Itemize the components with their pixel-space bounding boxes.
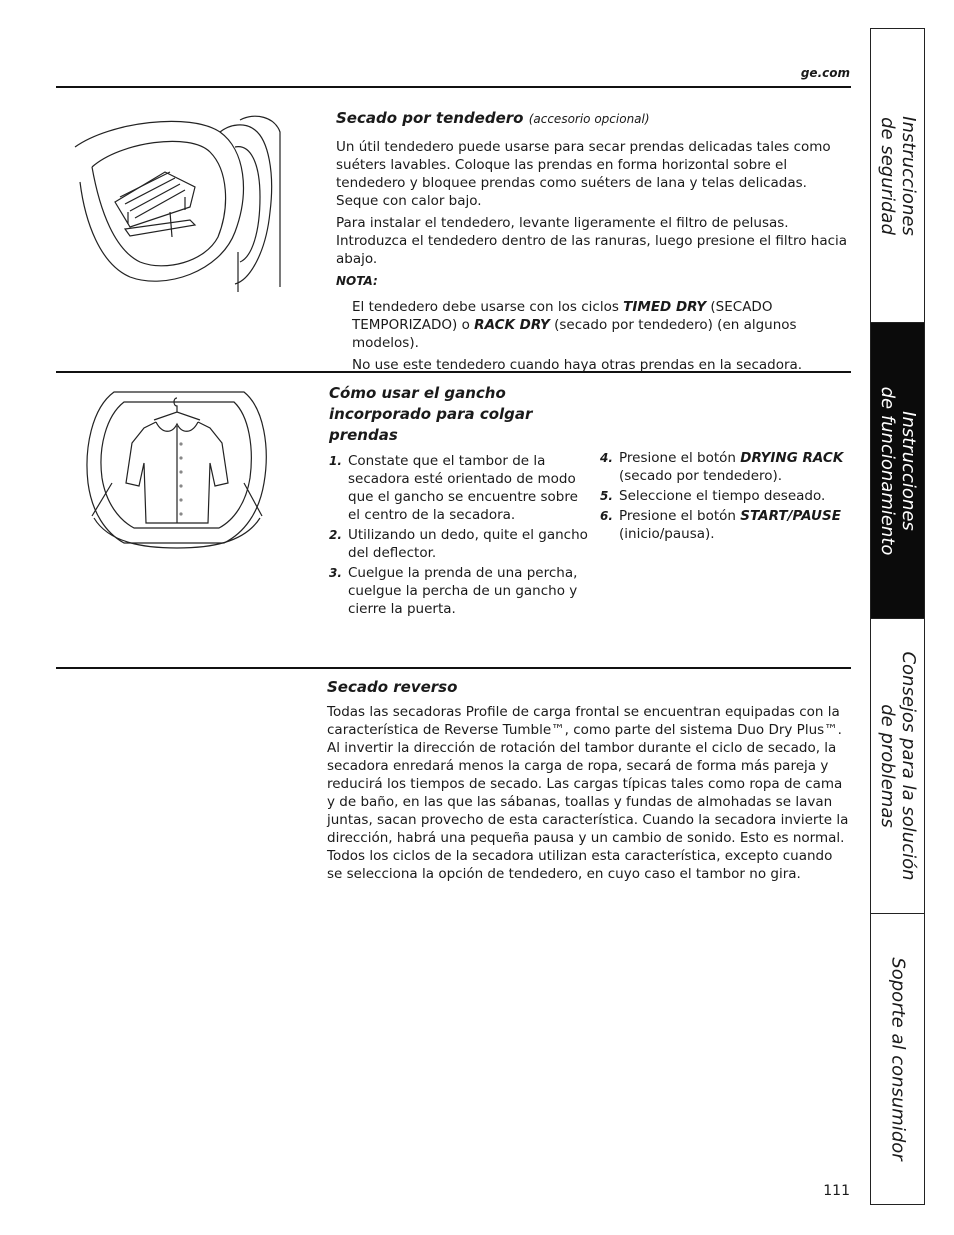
tab-operating-instructions[interactable]: Instrucciones de funcionamiento — [871, 323, 924, 619]
tab-consumer-support[interactable]: Soporte al consumidor — [887, 957, 908, 1161]
list-item: 1. Constate que el tambor de la secadora esté orientado de modo que el gancho se encuentre sobre el centro de la secadora. — [329, 453, 578, 523]
section-hanger-title — [329, 383, 569, 446]
paragraph: Un útil tendedero puede usarse para secar prendas delicadas tales como suéters lavables. Coloque las prendas en forma horizontal sobre el tendedero y bloquee prendas como suéters de lana y telas delicadas. Seque con calor bajo. — [336, 139, 831, 209]
steps-list — [600, 449, 850, 545]
shirt-hanger-illustration — [84, 388, 270, 550]
list-item: 2. Utilizando un dedo, quite el gancho del deflector. — [329, 527, 588, 561]
paragraph: Todas las secadoras Profile de carga frontal se encuentran equipadas con la característica de Reverse Tumble™, como parte del sistema Duo Dry Plus™. Al invertir la dirección de rotación del tambor durante el ciclo de secado, la secadora enredará menos la carga de ropa, secará de forma más pareja y reducirá los tiempos de secado. Las cargas típicas tales como ropa de cama y de baño, en las que las sábanas, toallas y fundas de almohadas se lavan juntas, sacan provecho de esta característica. Cuando la secadora invierte la dirección, habrá una pequeña pausa y un cambio de sonido. Esto es normal. Todos los ciclos de la secadora utilizan esta característica, excepto cuando se selecciona la opción de tendedero, en cuyo caso el tambor no gira. — [327, 704, 849, 882]
paragraph: Para instalar el tendedero, levante ligeramente el filtro de pelusas. Introduzca el tendedero dentro de las ranuras, luego presione el filtro hacia abajo. — [336, 215, 848, 267]
tab-safety-instructions[interactable]: Instrucciones de seguridad — [871, 29, 924, 323]
chapter-sidebar — [870, 28, 925, 1205]
list-item: 3. Cuelgue la prenda de una percha, cuelgue la percha de un gancho y cierre la puerta. — [329, 565, 578, 617]
note-item: El tendedero debe usarse con los ciclos TIMED DRY (SECADO TEMPORIZADO) o RACK DRY (secado por tendedero) (en algunos modelos). — [352, 299, 797, 351]
site-url: ge.com — [800, 66, 850, 80]
page-number: 111 — [823, 1183, 850, 1199]
section-title: Cómo usar el gancho incorporado para colgar prendas — [329, 384, 533, 444]
list-item: 6. Presione el botón START/PAUSE (inicio/pausa). — [600, 508, 841, 542]
section-reverse-tumble — [327, 677, 852, 883]
section-title: Secado por tendedero (accesorio opcional) — [336, 109, 650, 127]
list-item: 4. Presione el botón DRYING RACK (secado por tendedero). — [600, 450, 844, 484]
note-item: No use este tendedero cuando haya otras prendas en la secadora. — [352, 357, 803, 373]
tab-troubleshooting-tips[interactable]: Consejos para la solución de problemas — [871, 619, 924, 914]
note-list — [336, 298, 851, 374]
section-rack-drying — [336, 108, 851, 378]
steps-list — [329, 452, 591, 620]
section-divider — [56, 86, 851, 88]
section-title: Secado reverso — [327, 678, 458, 696]
drying-rack-illustration — [70, 112, 282, 294]
section-divider — [56, 667, 851, 669]
note-label: NOTA: — [336, 274, 378, 288]
list-item: 5. Seleccione el tiempo deseado. — [600, 488, 826, 504]
